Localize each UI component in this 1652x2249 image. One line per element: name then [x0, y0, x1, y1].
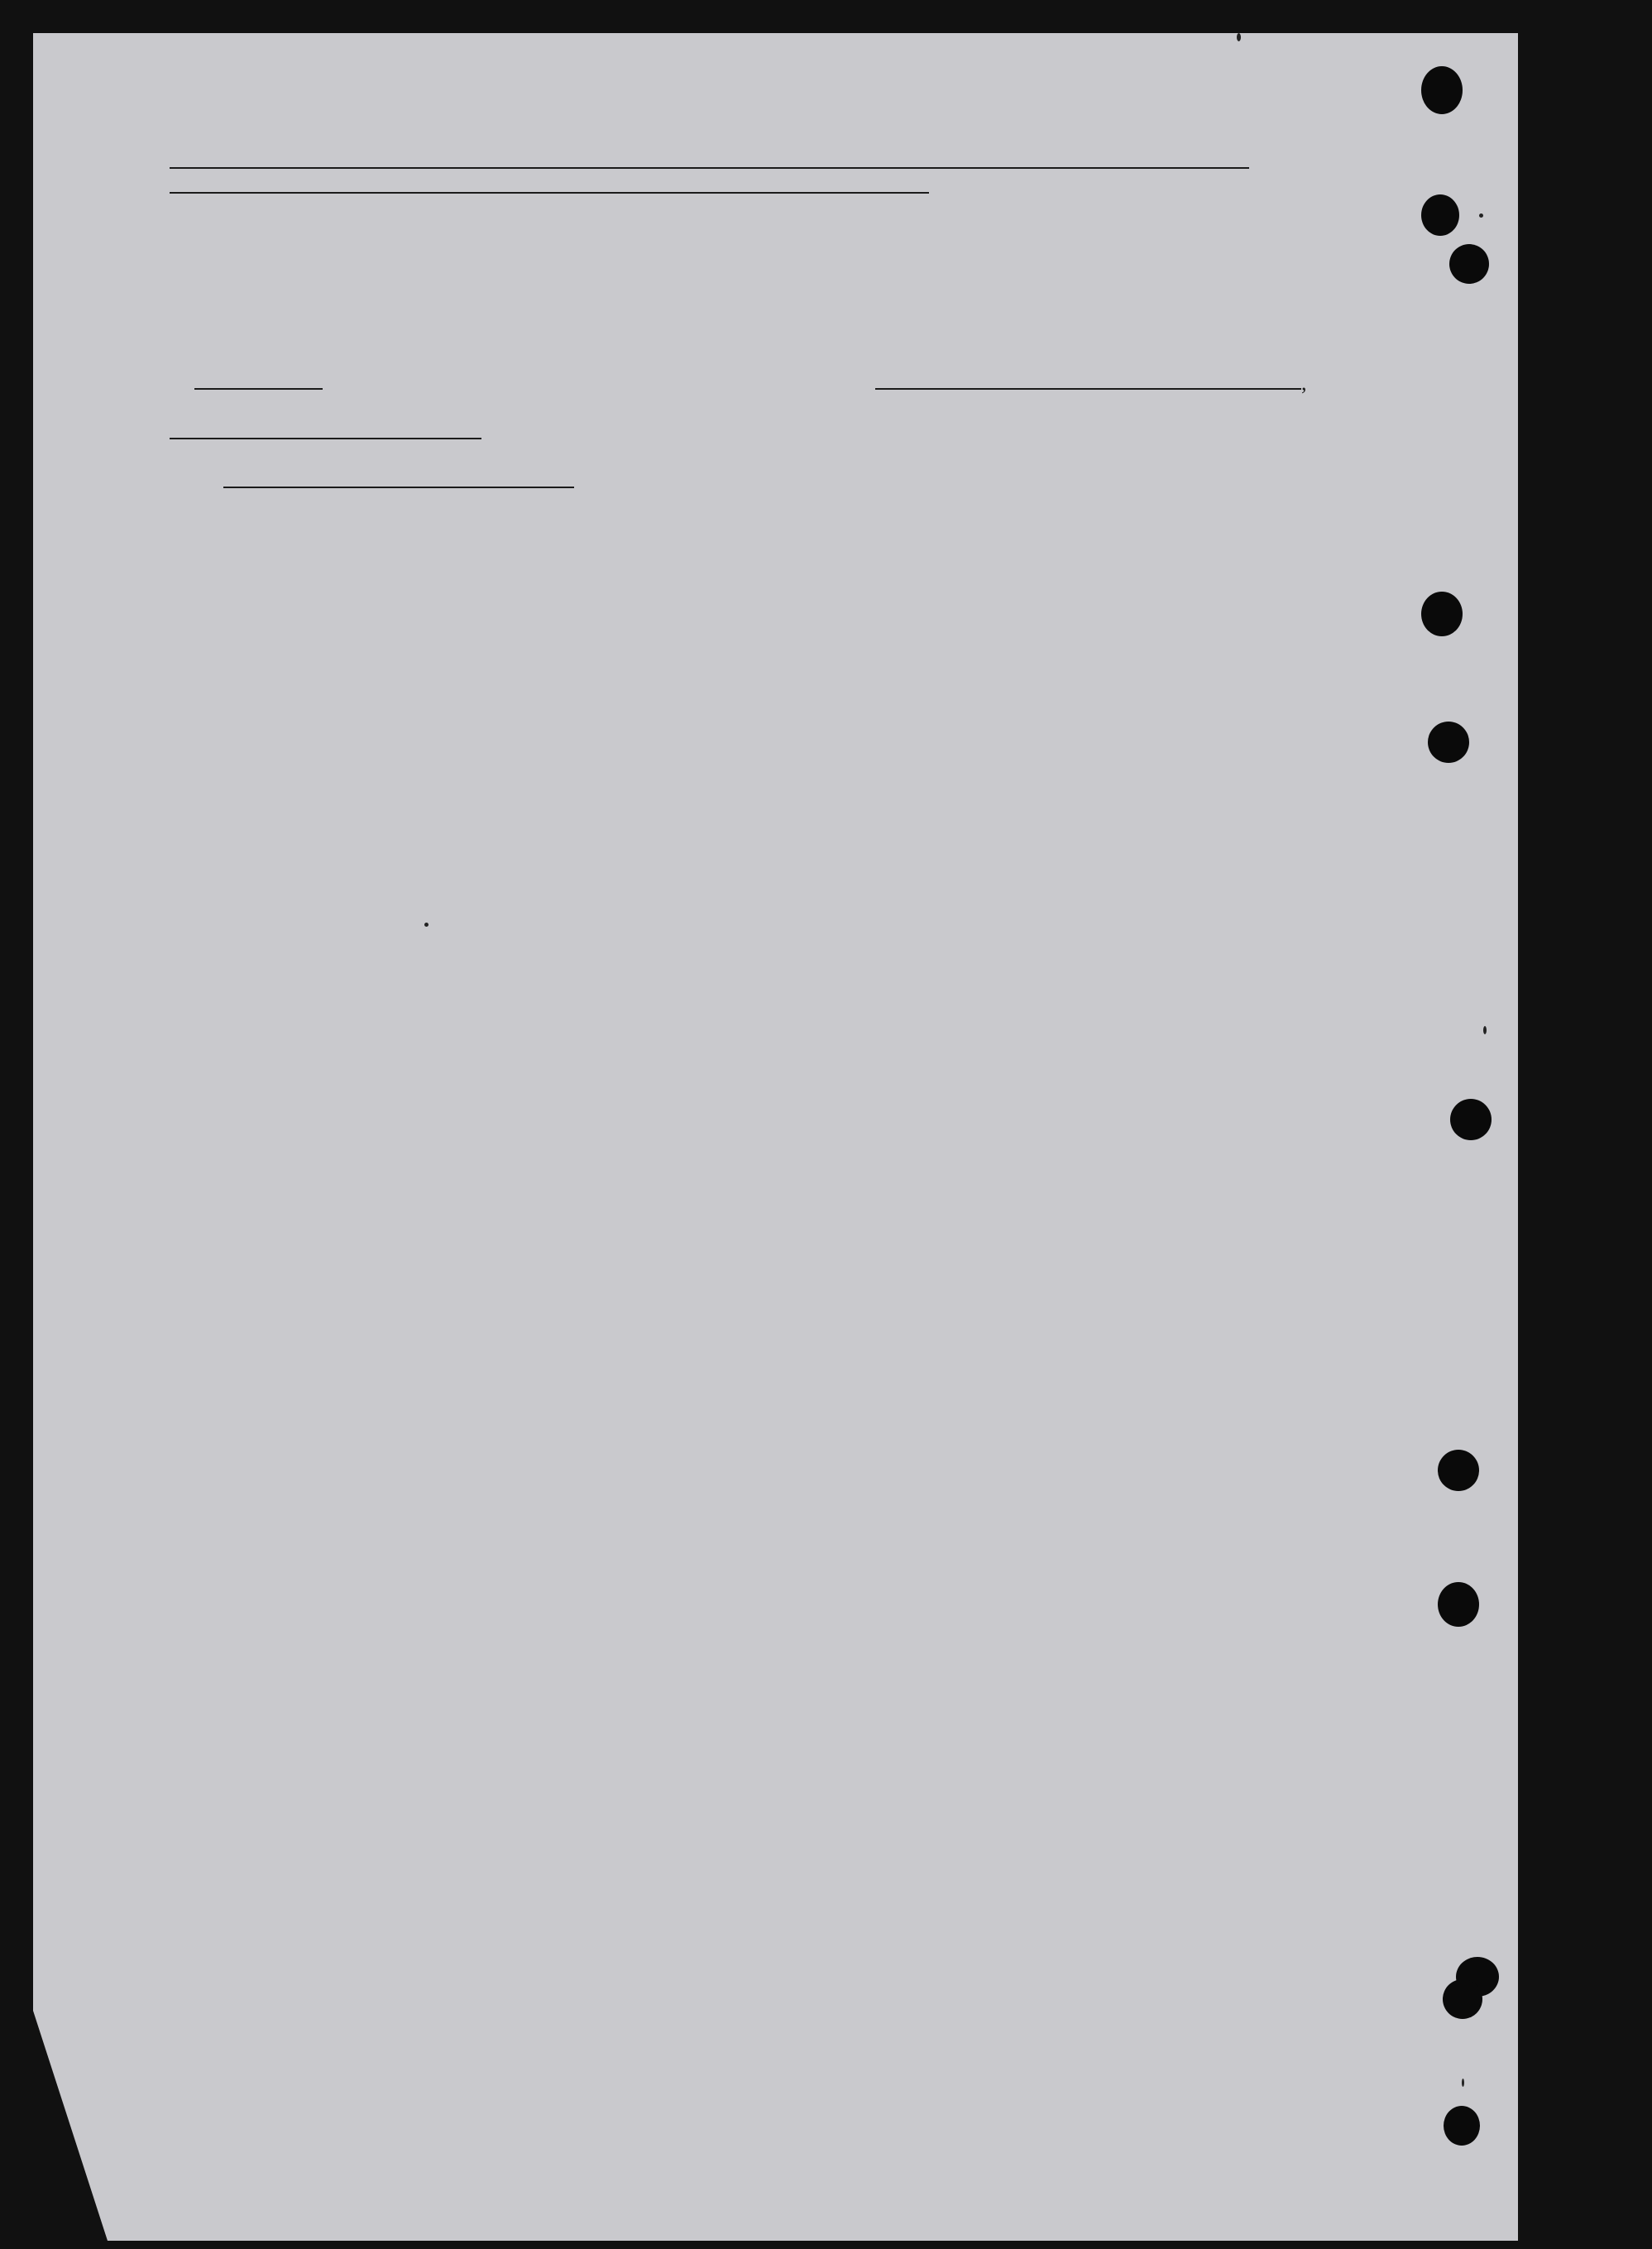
punch-hole: [1428, 722, 1469, 763]
paper-speck: [1237, 33, 1241, 41]
lists-from-blank: [970, 151, 1030, 169]
year-blank: [430, 421, 481, 439]
punch-hole: [1450, 1099, 1492, 1140]
punch-hole: [1443, 1979, 1482, 2019]
sworn-date-blank: [194, 372, 323, 390]
deputy-signature-rule: [223, 487, 574, 488]
punch-hole: [1449, 244, 1489, 284]
lists-to-blank: [1030, 151, 1104, 169]
day-of-line: [170, 420, 481, 445]
sworn-line: [194, 370, 323, 396]
manifests-to-blank: [1179, 151, 1249, 169]
departure-port-blank: [482, 175, 929, 194]
punch-hole: [1421, 592, 1463, 636]
master-signature-blank: [875, 372, 1301, 390]
paper-speck: [1483, 1026, 1487, 1034]
paper-speck: [424, 923, 429, 927]
document-page: [33, 33, 1518, 2241]
master-signature-line: ,: [875, 370, 1307, 396]
master-name-blank: [170, 151, 658, 169]
port-blank: [170, 175, 482, 194]
punch-hole: [1421, 66, 1463, 114]
manifests-from-blank: [1104, 151, 1179, 169]
punch-hole: [1438, 1582, 1479, 1627]
oath-paragraph: [170, 149, 1390, 199]
punch-hole: [1438, 1450, 1479, 1491]
ship-name-blank: [658, 151, 970, 169]
punch-hole: [1444, 2106, 1480, 2146]
paper-speck: [1462, 2079, 1464, 2087]
punch-hole: [1421, 194, 1459, 236]
paper-speck: [1479, 213, 1483, 218]
month-blank: [170, 421, 430, 439]
